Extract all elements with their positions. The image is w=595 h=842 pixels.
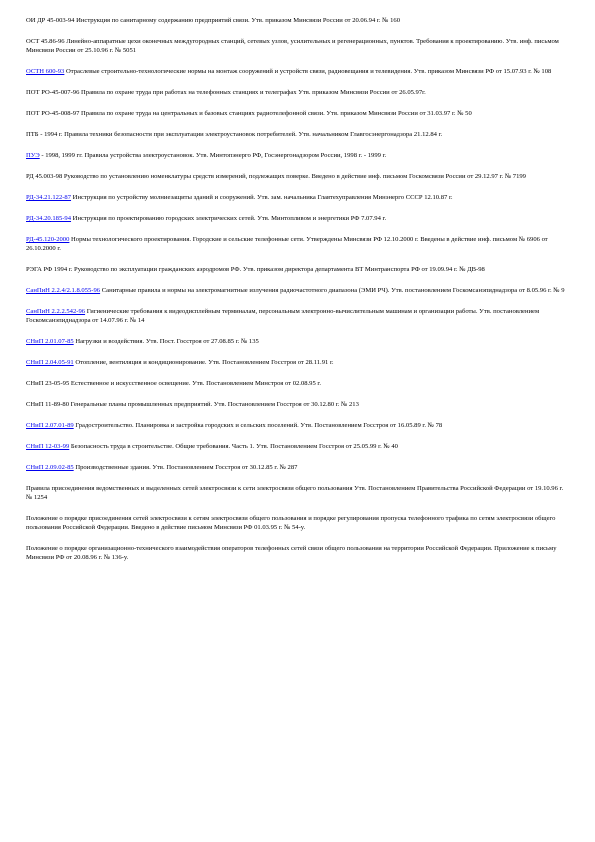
reference-entry[interactable] xyxy=(26,235,569,253)
reference-entry[interactable] xyxy=(26,463,569,472)
document-link[interactable]: СанПиН 2.2.4/2.1.8.055-96 xyxy=(26,287,101,294)
reference-list xyxy=(26,16,569,562)
reference-entry[interactable] xyxy=(26,337,569,346)
reference-entry[interactable] xyxy=(26,151,569,160)
entry-text: Безопасность труда в строительстве. Общие требования. Часть 1. Утв. Постановлением Госстроя от 25.05.99 г. № 40 xyxy=(69,443,398,450)
entry-text: Отопление, вентиляция и кондиционирование. Утв. Постановлением Госстроя от 28.11.91 г. xyxy=(73,359,334,366)
entry-text: ПОТ РО-45-007-96 Правила по охране труда при работах на телефонных станциях и телеграфах Утв. приказом Минсвязи России от 26.05.97г. xyxy=(26,89,426,96)
reference-entry[interactable] xyxy=(26,67,569,76)
entry-text: Инструкция по проектированию городских электрических сетей. Утв. Минтопливом и энергетики РФ 7.07.94 г. xyxy=(71,215,387,222)
reference-entry xyxy=(26,37,569,55)
document-link[interactable]: СНиП 2.09.02-85 xyxy=(26,464,74,471)
document-link[interactable]: РД-34.20.185-94 xyxy=(26,215,72,222)
reference-entry[interactable] xyxy=(26,442,569,451)
entry-text: РЭГА РФ 1994 г. Руководство по эксплуатации гражданских аэродромов РФ. Утв. приказом директора департамента ВТ Минтранспорта РФ от 19.09.94 г. № ДВ-98 xyxy=(26,266,485,273)
reference-entry xyxy=(26,130,569,139)
reference-entry xyxy=(26,265,569,274)
entry-text: Гигиенические требования к видеодисплейным терминалам, персональным электронно-вычислительным машинам и организации работы. Утв. постановлением Госкомсанэпиднадзора от 14.07.96 г. № 14 xyxy=(26,308,540,324)
entry-text: Производственные здания. Утв. Постановлением Госстроя от 30.12.85 г. № 287 xyxy=(73,464,298,471)
document-link[interactable]: СанПиН 2.2.2.542-96 xyxy=(26,308,86,315)
reference-entry xyxy=(26,88,569,97)
reference-entry xyxy=(26,379,569,388)
reference-entry xyxy=(26,544,569,562)
reference-entry xyxy=(26,109,569,118)
document-link[interactable]: СНиП 2.01.07-85 xyxy=(26,338,74,345)
reference-entry xyxy=(26,484,569,502)
entry-text: Инструкция по устройству молниезащиты зданий и сооружений. Утв. зам. начальника Главтехуправления Минэнерго СССР 12.10.87 г. xyxy=(71,194,453,201)
entry-text: РД 45.003-98 Руководство по установлению номенклатуры средств измерений, подлежащих поверке. Введено в действие инф. письмом Госкомсвязи России от 29.12.97 г. № 7199 xyxy=(26,173,526,180)
entry-text: ПТБ - 1994 г. Правила техники безопасности при эксплуатации электроустановок потребителей. Утв. начальником Главгосэнергонадзора 21.12.84 г. xyxy=(26,131,443,138)
document-link[interactable]: СНиП 12-03-99 xyxy=(26,443,70,450)
entry-text: Нормы технологического проектирования. Городские и сельские телефонные сети. Утверждены Минсвязи РФ 12.10.2000 г. Введены в действие инф. письмом № 6906 от 26.10.2000 г. xyxy=(26,236,548,252)
entry-text: - 1998, 1999 гг. Правила устройства электроустановок. Утв. Минтопэнерго РФ, Госэнергонадзором России, 1998 г. - 1999 г. xyxy=(39,152,387,159)
reference-entry xyxy=(26,172,569,181)
document-link[interactable]: РД-34.21.122-87 xyxy=(26,194,72,201)
entry-text: СНиП 23-05-95 Естественное и искусственное освещение. Утв. Постановлением Минстроя от 02.08.95 г. xyxy=(26,380,322,387)
document-link[interactable]: СНиП 2.04.05-91 xyxy=(26,359,74,366)
document-link[interactable]: ОСТН 600-93 xyxy=(26,68,65,75)
reference-entry[interactable] xyxy=(26,358,569,367)
entry-text: Санитарные правила и нормы на электромагнитные излучения радиочастотного диапазона (ЭМИ РЧ). Утв. постановлением Госкомсанэпиднадзора от 8.05.96 г. № 9 xyxy=(100,287,565,294)
entry-text: Правила присоединения ведомственных и выделенных сетей электросвязи к сети электросвязи общего пользования Утв. Постановлением Правительства Российской Федерации от 19.10.96 г. № 1254 xyxy=(26,485,564,501)
reference-entry[interactable] xyxy=(26,214,569,223)
document-link[interactable]: СНиП 2.07.01-89 xyxy=(26,422,74,429)
entry-text: Отраслевые строительно-технологические нормы на монтаж сооружений и устройств связи, радиовещания и телевидения. Утв. приказом Минсвязи РФ от 15.07.93 г. № 108 xyxy=(64,68,552,75)
entry-text: Градостроительство. Планировка и застройка городских и сельских поселений. Утв. Постановлением Госстроя от 16.05.89 г. № 78 xyxy=(73,422,443,429)
reference-entry[interactable] xyxy=(26,421,569,430)
entry-text: ПОТ РО-45-008-97 Правила по охране труда на центральных и базовых станциях радиотелефонной связи. Утв. приказом Минсвязи России от 31.03.97 г. № 50 xyxy=(26,110,472,117)
entry-text: Нагрузки и воздействия. Утв. Пост. Госстроя от 27.08.85 г. № 135 xyxy=(73,338,259,345)
document-link[interactable]: ПУЭ xyxy=(26,152,40,159)
reference-entry[interactable] xyxy=(26,286,569,295)
reference-entry[interactable] xyxy=(26,307,569,325)
entry-text: Положение о порядке присоединения сетей электросвязи к сетям электросвязи общего пользования и порядке регулирования пропуска телефонного трафика по сетям электросвязи общего пользования Российской Федерации. Введено в действие письмом Минсвязи РФ 01.03.95 г. № 54-у. xyxy=(26,515,556,531)
entry-text: Положение о порядке организационно-технического взаимодействия операторов телефонных сетей связи общего пользования на территории Российской Федерации. Приложение к письму Минсвязи РФ от 20.08.96 г. № 136-у. xyxy=(26,545,557,561)
reference-entry xyxy=(26,16,569,25)
reference-entry xyxy=(26,400,569,409)
entry-text: ОСТ 45.86-96 Линейно-аппаратные цехи оконечных междугородных станций, сетевых узлов, усилительных и регенерационных, пунктов. Требования к проектированию. Утв. инф. письмом Минсвязи России от 25.10.96 г. № 5051 xyxy=(26,38,559,54)
reference-entry[interactable] xyxy=(26,193,569,202)
entry-text: СНиП 11-89-80 Генеральные планы промышленных предприятий. Утв. Постановлением Госстроя от 30.12.80 г. № 213 xyxy=(26,401,359,408)
reference-entry xyxy=(26,514,569,532)
entry-text: ОИ ДР 45-003-94 Инструкция по санитарному содержанию предприятий связи. Утв. приказом Минсвязи России от 20.06.94 г. № 160 xyxy=(26,17,401,24)
document-link[interactable]: РД-45.120-2000 xyxy=(26,236,70,243)
